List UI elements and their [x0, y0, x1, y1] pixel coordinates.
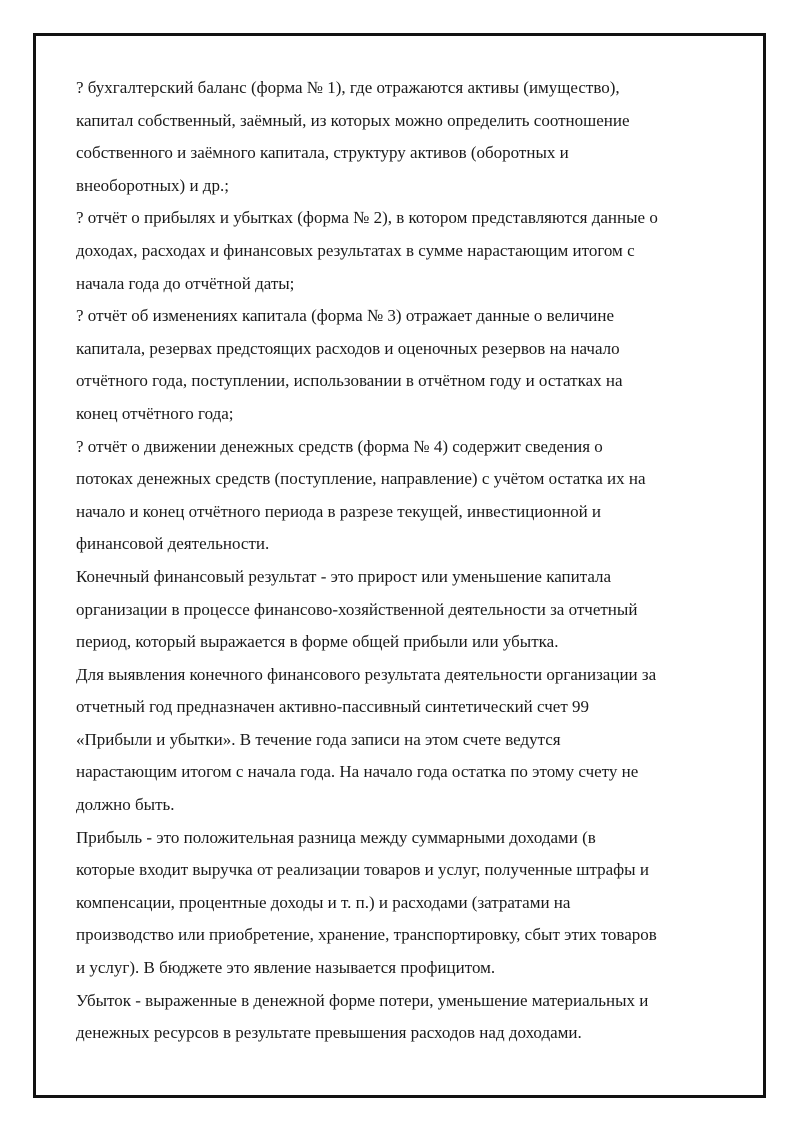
- text-line: ? отчёт об изменениях капитала (форма № 3) отражает данные о величине: [76, 306, 614, 326]
- paragraph-income-statement: [76, 202, 736, 300]
- document-body: [76, 72, 736, 1050]
- text-line: капитал собственный, заёмный, из которых можно определить соотношение: [76, 110, 630, 130]
- text-line: доходах, расходах и финансовых результатах в сумме нарастающим итогом с: [76, 240, 635, 260]
- paragraph-final-result: [76, 561, 736, 659]
- text-line: Для выявления конечного финансового результата деятельности организации за: [76, 664, 657, 684]
- text-line: производство или приобретение, хранение, транспортировку, сбыт этих товаров: [76, 925, 657, 945]
- text-line: ? отчёт о прибылях и убытках (форма № 2), в котором представляются данные о: [76, 208, 658, 228]
- paragraph-account-99: [76, 659, 736, 822]
- text-line: капитала, резервах предстоящих расходов и оценочных резервов на начало: [76, 338, 620, 358]
- text-line: начало и конец отчётного периода в разрезе текущей, инвестиционной и: [76, 501, 602, 521]
- text-line: внеоборотных) и др.;: [76, 175, 229, 195]
- paragraph-loss: [76, 985, 736, 1050]
- text-line: конец отчётного года;: [76, 403, 234, 423]
- text-line: Убыток - выраженные в денежной форме потери, уменьшение материальных и: [76, 990, 649, 1010]
- text-line: отчетный год предназначен активно-пассивный синтетический счет 99: [76, 697, 589, 717]
- text-line: период, который выражается в форме общей прибыли или убытка.: [76, 632, 559, 652]
- paragraph-profit: [76, 822, 736, 985]
- text-line: организации в процессе финансово-хозяйственной деятельности за отчетный: [76, 599, 638, 619]
- text-line: ? отчёт о движении денежных средств (форма № 4) содержит сведения о: [76, 436, 603, 456]
- text-line: отчётного года, поступлении, использовании в отчётном году и остатках на: [76, 371, 623, 391]
- text-line: и услуг). В бюджете это явление называется профицитом.: [76, 958, 496, 978]
- text-line: которые входит выручка от реализации товаров и услуг, полученные штрафы и: [76, 860, 649, 880]
- text-line: должно быть.: [76, 795, 175, 815]
- text-line: «Прибыли и убытки». В течение года записи на этом счете ведутся: [76, 729, 561, 749]
- text-line: денежных ресурсов в результате превышения расходов над доходами.: [76, 1023, 582, 1043]
- text-line: финансовой деятельности.: [76, 534, 270, 554]
- text-line: нарастающим итогом с начала года. На начало года остатка по этому счету не: [76, 762, 639, 782]
- text-line: начала года до отчётной даты;: [76, 273, 295, 293]
- text-line: ? бухгалтерский баланс (форма № 1), где отражаются активы (имущество),: [76, 78, 620, 97]
- paragraph-capital-changes: [76, 300, 736, 430]
- text-line: Прибыль - это положительная разница между суммарными доходами (в: [76, 827, 596, 847]
- text-line: потоках денежных средств (поступление, направление) с учётом остатка их на: [76, 469, 646, 489]
- text-line: собственного и заёмного капитала, структуру активов (оборотных и: [76, 143, 569, 163]
- paragraph-cash-flow: [76, 431, 736, 561]
- text-line: Конечный финансовый результат - это прирост или уменьшение капитала: [76, 566, 612, 586]
- paragraph-balance-sheet: [76, 72, 736, 202]
- text-line: компенсации, процентные доходы и т. п.) и расходами (затратами на: [76, 892, 571, 912]
